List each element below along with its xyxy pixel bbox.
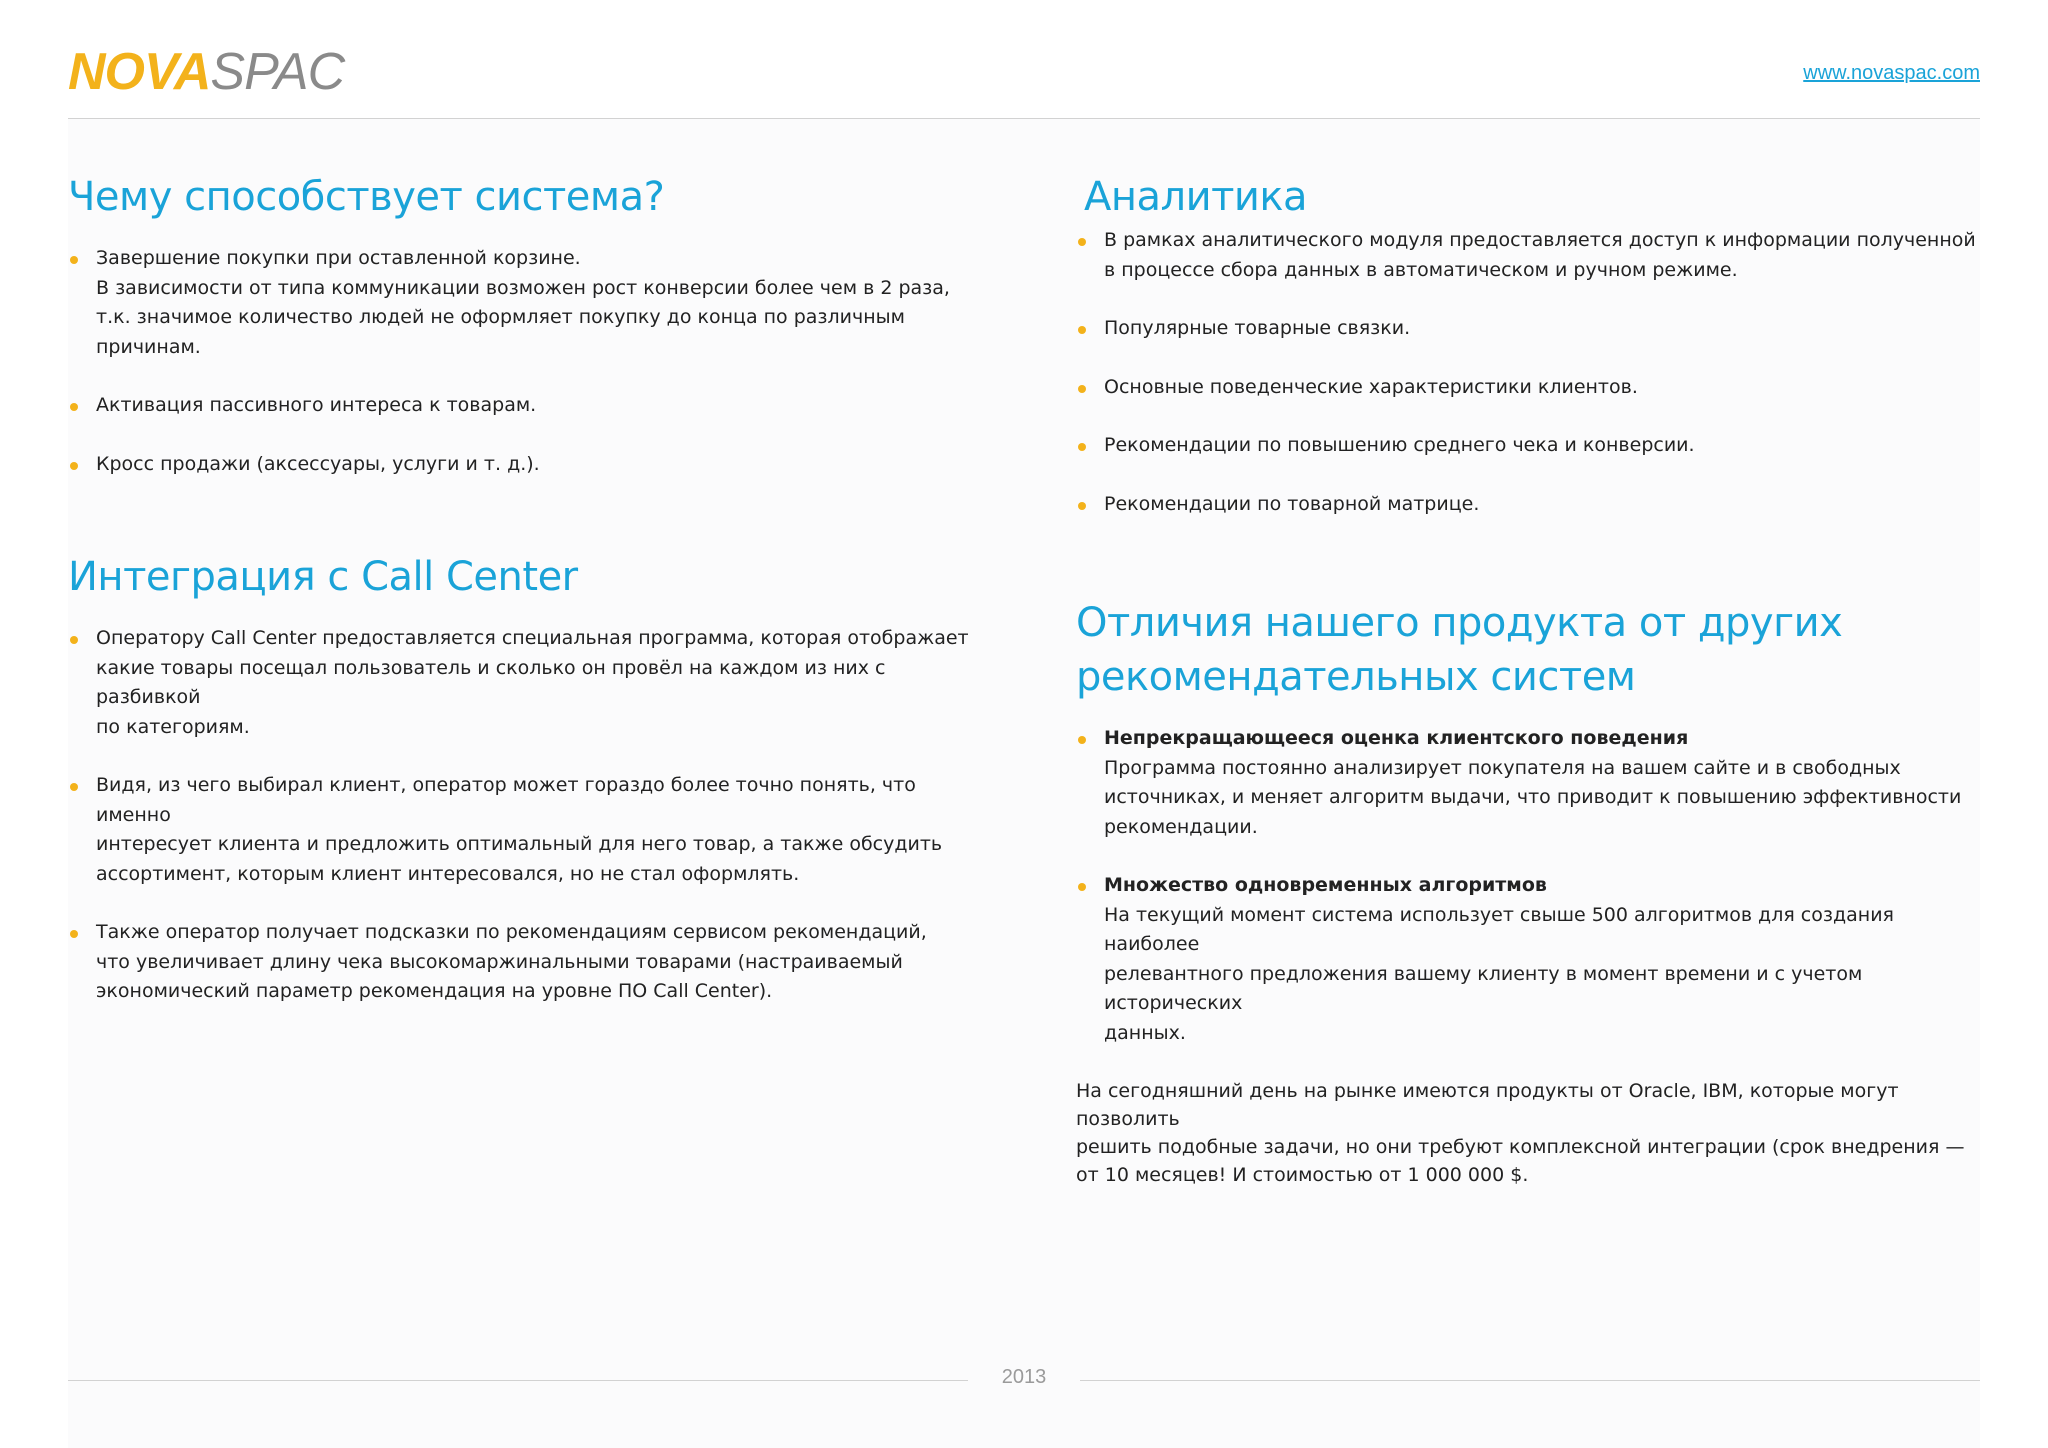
bullet-icon	[1078, 326, 1086, 334]
list-item-line: Рекомендации по повышению среднего чека и конверсии.	[1104, 434, 1695, 456]
bullet-icon	[1078, 502, 1086, 510]
list-item-line: экономический параметр рекомендация на уровне ПО Call Center).	[96, 980, 773, 1002]
note-line: решить подобные задачи, но они требуют комплексной интеграции (срок внедрения —	[1076, 1136, 1965, 1158]
list-item-line: рекомендации.	[1104, 815, 1258, 838]
list-item-heading: Множество одновременных алгоритмов	[1104, 874, 1547, 896]
note-line: от 10 месяцев! И стоимостью от 1 000 000 $.	[1076, 1164, 1529, 1186]
list-item-line: какие товары посещал пользователь и сколько он провёл на каждом из них с разбивкой	[96, 656, 886, 708]
market-note	[1076, 1077, 1988, 1189]
footer-divider-right	[1080, 1380, 1980, 1381]
list-item-line: Кросс продажи (аксессуары, услуги и т. д.).	[96, 452, 540, 475]
list-item-line: интересует клиента и предложить оптимальный для него товар, а также обсудить	[96, 833, 943, 855]
list-item-line: Популярные товарные связки.	[1104, 317, 1411, 339]
bullet-icon	[70, 462, 78, 470]
footer-divider-left	[68, 1380, 968, 1381]
list-item-line: Активация пассивного интереса к товарам.	[96, 394, 537, 416]
bullet-icon	[70, 256, 78, 264]
bullet-icon	[1078, 443, 1086, 451]
list-item	[68, 918, 988, 1007]
list-item	[68, 450, 988, 480]
differences-title-line: Отличия нашего продукта от других	[1076, 600, 1843, 646]
analytics-list	[1076, 226, 1988, 548]
bullet-icon	[1078, 883, 1086, 891]
note-line: На сегодняшний день на рынке имеются продукты от Oracle, IBM, которые могут позволить	[1076, 1080, 1899, 1130]
list-item-line: На текущий момент система использует свыше 500 алгоритмов для создания наиболее	[1104, 903, 1894, 955]
list-item-line: релевантного предложения вашему клиенту в момент времени и с учетом исторических	[1104, 962, 1863, 1014]
website-link[interactable]: www.novaspac.com	[1803, 62, 1980, 84]
list-item-line: т.к. значимое количество людей не оформляет покупку до конца по различным	[96, 306, 905, 328]
call-center-list	[68, 624, 988, 1007]
logo-nova: NOVA	[68, 43, 211, 101]
analytics-section	[1084, 170, 1988, 224]
list-item-line: данных.	[1104, 1021, 1186, 1044]
differences-title	[1076, 596, 1988, 704]
list-item-line: Завершение покупки при оставленной корзине.	[96, 247, 581, 269]
list-item-line: В рамках аналитического модуля предоставляется доступ к информации полученной	[1104, 229, 1976, 251]
list-item	[1076, 373, 1988, 403]
bullet-icon	[1078, 385, 1086, 393]
bullet-icon	[70, 783, 78, 791]
benefits-section	[68, 170, 988, 508]
list-item	[68, 624, 988, 742]
list-item	[68, 244, 988, 362]
benefits-title: Чему способствует система?	[68, 174, 665, 220]
call-center-title: Интеграция с Call Center	[68, 554, 578, 600]
list-item-line: В зависимости от типа коммуникации возможен рост конверсии более чем в 2 раза,	[96, 276, 950, 299]
list-item-line: Программа постоянно анализирует покупателя на вашем сайте и в свободных	[1104, 756, 1901, 779]
bullet-icon	[1078, 736, 1086, 744]
bullet-icon	[70, 636, 78, 644]
differences-section	[1076, 596, 1988, 1189]
list-item-line: в процессе сбора данных в автоматическом и ручном режиме.	[1104, 258, 1738, 281]
list-item-line: причинам.	[96, 335, 201, 358]
footer-year: 2013	[1001, 1366, 1047, 1388]
list-item	[1076, 871, 1988, 1048]
list-item-line: Основные поведенческие характеристики клиентов.	[1104, 375, 1638, 398]
list-item	[1076, 314, 1988, 344]
call-center-section	[68, 550, 988, 1036]
list-item-line: Оператору Call Center предоставляется специальная программа, которая отображает	[96, 627, 969, 649]
header-divider	[68, 118, 1980, 119]
list-item-line: Рекомендации по товарной матрице.	[1104, 492, 1480, 515]
bullet-icon	[1078, 238, 1086, 246]
logo-spac: SPAC	[210, 43, 345, 101]
list-item	[1076, 490, 1988, 520]
page-header	[68, 43, 1980, 118]
list-item-heading: Непрекращающееся оценка клиентского поведения	[1104, 727, 1689, 749]
list-item-line: источниках, и меняет алгоритм выдачи, что приводит к повышению эффективности	[1104, 786, 1962, 808]
benefits-list	[68, 244, 988, 479]
differences-list	[1076, 724, 1988, 1048]
list-item-line: что увеличивает длину чека высокомаржинальными товарами (настраиваемый	[96, 950, 903, 973]
list-item-line: Видя, из чего выбирал клиент, оператор может гораздо более точно понять, что именно	[96, 774, 916, 826]
bullet-icon	[70, 403, 78, 411]
list-item	[1076, 226, 1988, 285]
page-footer	[68, 1366, 1980, 1396]
bullet-icon	[70, 930, 78, 938]
list-item	[68, 771, 988, 889]
list-item	[68, 391, 988, 421]
list-item-line: по категориям.	[96, 715, 250, 738]
list-item	[1076, 431, 1988, 461]
differences-title-line: рекомендательных систем	[1076, 654, 1636, 700]
analytics-title: Аналитика	[1084, 174, 1308, 220]
list-item-line: ассортимент, которым клиент интересовался, но не стал оформлять.	[96, 862, 800, 885]
list-item	[1076, 724, 1988, 842]
novaspac-logo	[68, 43, 345, 101]
list-item-line: Также оператор получает подсказки по рекомендациям сервисом рекомендаций,	[96, 921, 927, 943]
